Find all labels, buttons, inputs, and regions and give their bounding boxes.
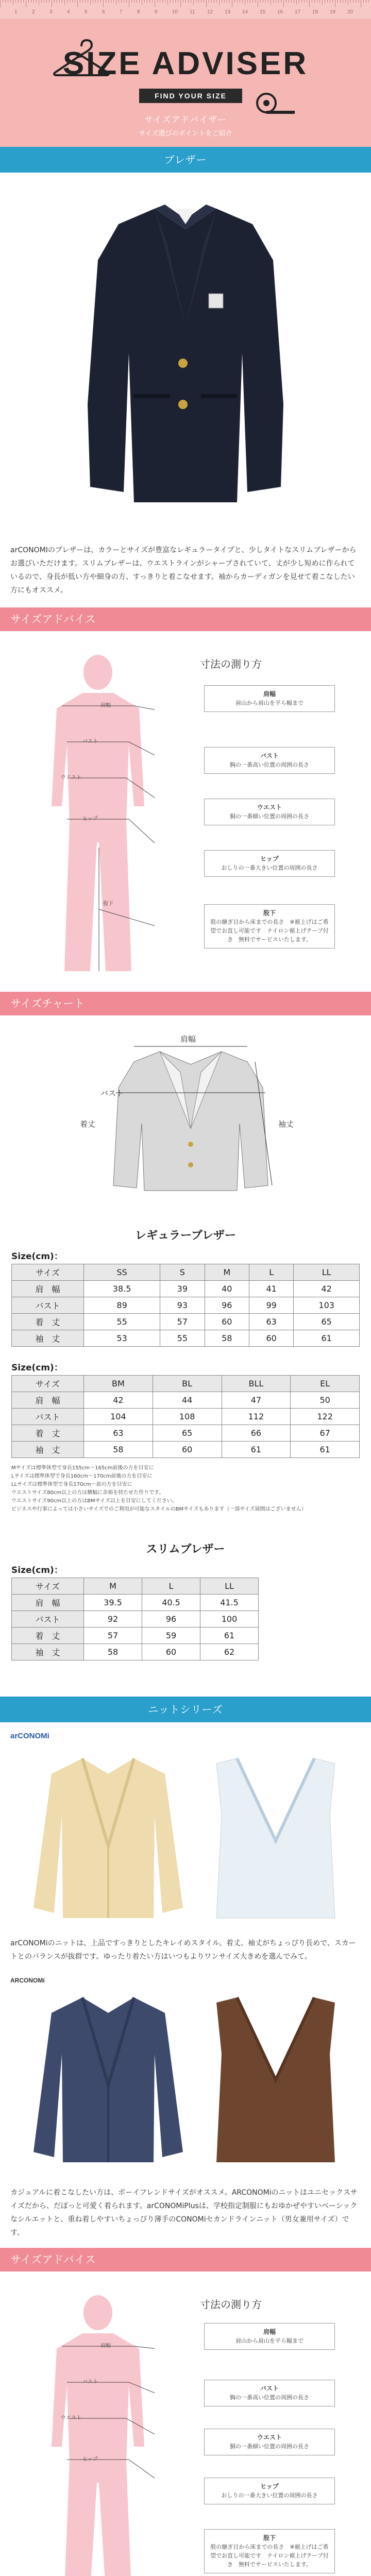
- table-row: [12, 1628, 259, 1644]
- ruler-tick: [273, 0, 274, 3]
- body-silhouette: [41, 652, 155, 981]
- table-cell: 60: [142, 1644, 200, 1660]
- table-cell: 66: [222, 1425, 291, 1442]
- cardigan-beige-image: [31, 1753, 185, 1923]
- size-notes: [0, 1458, 371, 1520]
- ruler-number: 11: [190, 9, 195, 15]
- ruler-tick: [291, 0, 292, 3]
- table-header-cell: M: [205, 1264, 249, 1281]
- vest-brown-image: [206, 1992, 345, 2167]
- table-row-header: バスト: [12, 1297, 84, 1314]
- ruler-tick: [301, 0, 302, 3]
- table-row-header: バスト: [12, 1611, 84, 1628]
- table-row: [12, 1392, 360, 1409]
- table-cell: 61: [200, 1628, 259, 1644]
- ruler-tick: [185, 0, 186, 3]
- ruler-number: 15: [260, 9, 266, 15]
- table-cell: 55: [160, 1330, 205, 1347]
- chart-label-length: 着丈: [80, 1120, 96, 1129]
- advice2-box-shoulder: 肩幅 肩山から肩山を平ら幅まで: [204, 2323, 335, 2350]
- ruler-number: 4: [67, 9, 70, 15]
- size-cm-label: Size(cm)：: [11, 1251, 63, 1262]
- note-line: Lサイズは標準体型で身長160cm〜170cm前後の方を目安に: [11, 1473, 153, 1479]
- table-cell: 103: [294, 1297, 360, 1314]
- size-cm-label-2: Size(cm)：: [11, 1363, 63, 1373]
- ruler-tick: [33, 0, 34, 3]
- table-cell: 96: [142, 1611, 200, 1628]
- note-line: ウエストサイズ80cm以上の方は横幅に余裕を持たせた作りです。: [11, 1490, 164, 1496]
- ruler-tick: [278, 0, 279, 3]
- chart-label-shoulder: 肩幅: [180, 1035, 196, 1044]
- table-cell: 61: [291, 1442, 360, 1458]
- ruler-tick: [5, 0, 6, 3]
- table-header-cell: サイズ: [12, 1578, 84, 1595]
- table-header-cell: サイズ: [12, 1264, 84, 1281]
- regular-blazer-title: レギュラーブレザー: [134, 1229, 237, 1242]
- note-line: ウエストサイズ90cm以上の方はBMサイズ以上を目安にしてください。: [11, 1498, 177, 1504]
- ruler-tick: [327, 0, 328, 3]
- table-row: [12, 1264, 360, 1281]
- regular-size-table-2: [11, 1375, 360, 1458]
- ruler-tick: [18, 0, 19, 3]
- label-shoulder-2: 肩幅: [100, 2343, 111, 2349]
- ruler-tick: [229, 0, 230, 3]
- ruler-tick: [72, 0, 73, 3]
- advice2-box-hip: ヒップ おしりの一番大きい位置の周囲の長さ: [204, 2478, 335, 2504]
- note-line: LLサイズは標準体型で身長170cm〜前の方を目安に: [11, 1482, 132, 1487]
- table-cell: 61: [222, 1442, 291, 1458]
- ruler-tick: [0, 0, 1, 7]
- ruler-tick: [309, 0, 310, 7]
- advice2-box-bust: バスト 胸の一番高い位置の周囲の長さ: [204, 2380, 335, 2406]
- ruler-tick: [363, 0, 364, 3]
- hero-jp-subtitle: サイズ選びのポイントをご紹介: [139, 130, 232, 138]
- table-cell: 108: [153, 1409, 222, 1425]
- ruler-tick: [139, 0, 140, 3]
- ruler-tick: [234, 0, 235, 3]
- table-cell: 58: [205, 1330, 249, 1347]
- advice-box-length: 股下 股の継ぎ目から床までの長さ ※裾上げはご希望でお直し可能です ナイロン裾上げテープ付き 無料でサービスいたします。: [204, 904, 335, 948]
- ruler-tick: [121, 0, 122, 3]
- ruler-tick: [252, 0, 253, 3]
- knit-banner: ニットシリーズ: [0, 1697, 371, 1722]
- table-cell: 39.5: [84, 1595, 142, 1611]
- table-header-cell: BM: [84, 1376, 153, 1392]
- table-cell: 62: [200, 1644, 259, 1660]
- table-cell: 40: [205, 1281, 249, 1297]
- table-cell: 104: [84, 1409, 153, 1425]
- note-line: ビジネスや行事によっては小さいサイズでのご利用が可能なスタイルのBMサイズもあります（一部サイズ展開はございません）: [11, 1506, 307, 1512]
- table-row: [12, 1442, 360, 1458]
- table-cell: 112: [222, 1409, 291, 1425]
- hero-subtitle: FIND YOUR SIZE: [139, 89, 242, 103]
- table-cell: 41: [249, 1281, 293, 1297]
- table-cell: 67: [291, 1425, 360, 1442]
- knit-text-2: カジュアルに着こなしたい方は、ボーイフレンドサイズがオススメ。ARCONOMiのニットはユニセックスサイズだから、だぼっと可愛く着られます。arCONOMiPlusは、学校指定制服にもおゆかぜやすいベーシックなシルエットと、重ね着しやすいちょっぴり薄手のCONOMiセカンドラインニット（男女兼用サイズ）です。: [10, 2189, 358, 2237]
- ruler-tick: [95, 0, 96, 3]
- table-cell: 57: [84, 1628, 142, 1644]
- table-row-header: 着 丈: [12, 1628, 84, 1644]
- ruler-tick: [167, 0, 168, 5]
- table-cell: 53: [84, 1330, 160, 1347]
- table-cell: 44: [153, 1392, 222, 1409]
- table-cell: 59: [142, 1628, 200, 1644]
- ruler-tick: [206, 0, 207, 7]
- ruler-tick: [157, 0, 158, 3]
- table-row-header: 袖 丈: [12, 1442, 84, 1458]
- note-line: Mサイズは標準体型で身長155cm〜165cm前後の方を目安に: [11, 1465, 154, 1471]
- ruler-tick: [67, 0, 68, 3]
- label-hip: ヒップ: [82, 816, 98, 822]
- ruler-tick: [255, 0, 256, 3]
- table-header-cell: L: [249, 1264, 293, 1281]
- ruler-tick: [345, 0, 346, 3]
- ruler-number: 10: [172, 9, 178, 15]
- table-cell: 65: [153, 1425, 222, 1442]
- advice-title-2: 寸法の測り方: [200, 2298, 262, 2311]
- ruler-tick: [36, 0, 37, 3]
- table-cell: 63: [84, 1425, 153, 1442]
- ruler-tick: [10, 0, 11, 3]
- hero-jp-title: サイズアドバイザー: [144, 115, 227, 125]
- table-cell: 100: [200, 1611, 259, 1628]
- ruler-number: 1: [14, 9, 18, 15]
- chart-label-sleeve: 袖丈: [278, 1120, 294, 1129]
- brand-logo-2: ARCONOMi: [10, 1977, 45, 1984]
- table-row: [12, 1281, 360, 1297]
- table-row-header: 着 丈: [12, 1314, 84, 1330]
- ruler-tick: [46, 0, 47, 3]
- ruler-tick: [131, 0, 132, 3]
- table-cell: 58: [84, 1644, 142, 1660]
- blazer-diagram: [108, 1036, 273, 1201]
- table-cell: 50: [291, 1392, 360, 1409]
- ruler-tick: [162, 0, 163, 3]
- ruler-tick: [149, 0, 150, 3]
- ruler-tick: [59, 0, 60, 3]
- table-cell: 41.5: [200, 1595, 259, 1611]
- ruler-tick: [211, 0, 212, 3]
- size-chart-banner: サイズチャート: [0, 992, 371, 1015]
- ruler-tick: [237, 0, 238, 3]
- label-shoulder: 肩幅: [100, 703, 111, 708]
- ruler-tick: [296, 0, 297, 5]
- ruler-tick: [28, 0, 29, 3]
- table-cell: 93: [160, 1297, 205, 1314]
- ruler-number: 12: [207, 9, 213, 15]
- table-row: [12, 1425, 360, 1442]
- advice-title: 寸法の測り方: [200, 658, 262, 670]
- advice-box-waist: ウエスト 胴の一番細い位置の周囲の長さ: [204, 799, 335, 825]
- ruler-tick: [322, 0, 323, 5]
- table-cell: 40.5: [142, 1595, 200, 1611]
- table-header-cell: S: [160, 1264, 205, 1281]
- table-header-cell: SS: [84, 1264, 160, 1281]
- ruler-tick: [77, 0, 78, 7]
- ruler-number: 3: [49, 9, 53, 15]
- label-waist-2: ウエスト: [61, 2415, 81, 2421]
- table-row-header: 肩 幅: [12, 1281, 84, 1297]
- ruler-tick: [54, 0, 55, 3]
- ruler-tick: [283, 0, 284, 7]
- size-advice-section: [0, 631, 371, 992]
- ruler-tick: [180, 0, 181, 7]
- ruler-tick: [108, 0, 109, 3]
- ruler-number: 13: [225, 9, 231, 15]
- advice-box-bust: バスト 胸の一番高い位置の周囲の長さ: [204, 747, 335, 774]
- ruler: [0, 0, 371, 19]
- table-header-cell: サイズ: [12, 1376, 84, 1392]
- table-row: [12, 1297, 360, 1314]
- table-row: [12, 1595, 259, 1611]
- ruler-tick: [198, 0, 199, 3]
- table-header-cell: BL: [153, 1376, 222, 1392]
- table-cell: 99: [249, 1297, 293, 1314]
- table-row-header: 袖 丈: [12, 1644, 84, 1660]
- table-row: [12, 1409, 360, 1425]
- table-cell: 47: [222, 1392, 291, 1409]
- advice2-box-waist: ウエスト 胴の一番細い位置の周囲の長さ: [204, 2429, 335, 2455]
- table-cell: 96: [205, 1297, 249, 1314]
- ruler-tick: [23, 0, 24, 3]
- table-header-cell: EL: [291, 1376, 360, 1392]
- table-cell: 89: [84, 1297, 160, 1314]
- table-cell: 63: [249, 1314, 293, 1330]
- advice-box-hip: ヒップ おしりの一番大きい位置の周囲の長さ: [204, 850, 335, 877]
- hero-header: [0, 0, 371, 147]
- table-row-header: バスト: [12, 1409, 84, 1425]
- slim-size-cm-label: Size(cm)：: [11, 1565, 63, 1575]
- table-row: [12, 1578, 259, 1595]
- ruler-number: 14: [242, 9, 248, 15]
- table-row-header: 着 丈: [12, 1425, 84, 1442]
- ruler-tick: [41, 0, 42, 3]
- chart-label-bust: バスト: [100, 1089, 124, 1098]
- knit-photo-1: [0, 1722, 371, 1928]
- ruler-tick: [304, 0, 305, 3]
- table-cell: 60: [249, 1330, 293, 1347]
- ruler-tick: [247, 0, 248, 3]
- table-row: [12, 1611, 259, 1628]
- ruler-number: 9: [155, 9, 158, 15]
- table-header-cell: LL: [200, 1578, 259, 1595]
- ruler-tick: [175, 0, 176, 3]
- ruler-number: 20: [347, 9, 353, 15]
- table-cell: 39: [160, 1281, 205, 1297]
- ruler-tick: [85, 0, 86, 3]
- ruler-tick: [103, 0, 104, 7]
- ruler-tick: [144, 0, 145, 3]
- ruler-tick: [368, 0, 369, 3]
- ruler-tick: [260, 0, 261, 3]
- ruler-tick: [64, 0, 65, 5]
- cardigan-navy-image: [31, 1992, 185, 2167]
- vest-white-image: [206, 1753, 345, 1923]
- label-bust: バスト: [82, 739, 98, 744]
- ruler-number: 7: [120, 9, 123, 15]
- table-cell: 58: [84, 1442, 153, 1458]
- label-waist: ウエスト: [61, 775, 81, 781]
- ruler-tick: [126, 0, 127, 3]
- hero-title: SIZE ADVISER: [62, 46, 309, 81]
- slim-size-table: [11, 1578, 259, 1660]
- table-header-cell: M: [84, 1578, 142, 1595]
- ruler-number: 18: [312, 9, 318, 15]
- size-chart-diagram: [0, 1015, 371, 1222]
- regular-size-table-1: [11, 1264, 360, 1347]
- table-row: [12, 1376, 360, 1392]
- table-header-cell: L: [142, 1578, 200, 1595]
- table-cell: 60: [153, 1442, 222, 1458]
- ruler-tick: [340, 0, 341, 3]
- ruler-number: 2: [32, 9, 35, 15]
- ruler-number: 16: [277, 9, 283, 15]
- table-cell: 60: [205, 1314, 249, 1330]
- table-cell: 42: [294, 1281, 360, 1297]
- blazer-image: [77, 198, 294, 518]
- brand-logo: arCONOMi: [10, 1732, 49, 1740]
- knit-text-1: arCONOMiのニットは、上品ですっきりとしたキレイめスタイル。着丈、袖丈がちょっぴり長めで、スカートとのバランスが抜群です。ゆったり着たい方はいつもよりワンサイズ大きめを選んでみて。: [10, 1939, 356, 1961]
- table-cell: 61: [294, 1330, 360, 1347]
- blazer-intro-text: arCONOMIのブレザーは、カラーとサイズが豊富なレギュラータイプと、少しタイトなスリムブレザーからお選びいただけます。スリムブレザーは、ウエストラインがシャープされていて、丈が少し短めに作られているので、身長が低い方や細身の方、すっきりと着こなせます。袖からカーディガンを見せて着こなしたい方にもオススメ。: [10, 546, 357, 595]
- table-cell: 55: [84, 1314, 160, 1330]
- table-row-header: 袖 丈: [12, 1330, 84, 1347]
- ruler-tick: [319, 0, 320, 3]
- ruler-tick: [113, 0, 114, 3]
- ruler-tick: [242, 0, 243, 3]
- ruler-number: 8: [137, 9, 140, 15]
- table-cell: 57: [160, 1314, 205, 1330]
- ruler-tick: [15, 0, 16, 3]
- size-advice-banner: サイズアドバイス: [0, 607, 371, 631]
- table-cell: 38.5: [84, 1281, 160, 1297]
- ruler-number: 5: [85, 9, 88, 15]
- ruler-tick: [314, 0, 315, 3]
- body-silhouette-2: [41, 2292, 155, 2576]
- label-hip-2: ヒップ: [82, 2456, 98, 2462]
- ruler-tick: [358, 0, 359, 3]
- knit-photo-2: [0, 1972, 371, 2178]
- blazer-banner: ブレザー: [0, 147, 371, 173]
- ruler-number: 19: [330, 9, 336, 15]
- table-row-header: 肩 幅: [12, 1392, 84, 1409]
- table-header-cell: BLL: [222, 1376, 291, 1392]
- size-advice-banner-2: サイズアドバイス: [0, 2248, 371, 2272]
- table-row: [12, 1644, 259, 1660]
- advice2-box-length: 股下 股の継ぎ目から床までの長さ ※裾上げはご希望でお直し可能です ナイロン裾上げテープ付き 無料でサービスいたします。: [204, 2529, 335, 2573]
- ruler-tick: [224, 0, 225, 3]
- ruler-tick: [332, 0, 333, 3]
- ruler-tick: [350, 0, 351, 3]
- table-row: [12, 1314, 360, 1330]
- ruler-tick: [100, 0, 101, 3]
- label-length: 股下: [103, 901, 113, 907]
- table-cell: 42: [84, 1392, 153, 1409]
- ruler-number: 17: [295, 9, 301, 15]
- ruler-tick: [170, 0, 171, 3]
- size-advice-section-2: [0, 2272, 371, 2576]
- ruler-tick: [219, 0, 220, 5]
- table-header-cell: LL: [294, 1264, 360, 1281]
- table-row: [12, 1330, 360, 1347]
- blazer-photo: [0, 173, 371, 533]
- ruler-tick: [152, 0, 153, 3]
- table-cell: 65: [294, 1314, 360, 1330]
- advice-box-shoulder: 肩幅 肩山から肩山を平ら幅まで: [204, 685, 335, 712]
- ruler-tick: [265, 0, 266, 3]
- table-cell: 92: [84, 1611, 142, 1628]
- ruler-tick: [216, 0, 217, 3]
- ruler-number: 6: [102, 9, 105, 15]
- ruler-tick: [188, 0, 189, 3]
- label-bust-2: バスト: [82, 2379, 98, 2385]
- ruler-tick: [90, 0, 91, 5]
- table-row-header: 肩 幅: [12, 1595, 84, 1611]
- table-cell: 122: [291, 1409, 360, 1425]
- slim-blazer-title: スリムブレザー: [146, 1543, 225, 1556]
- ruler-tick: [82, 0, 83, 3]
- ruler-tick: [193, 0, 194, 5]
